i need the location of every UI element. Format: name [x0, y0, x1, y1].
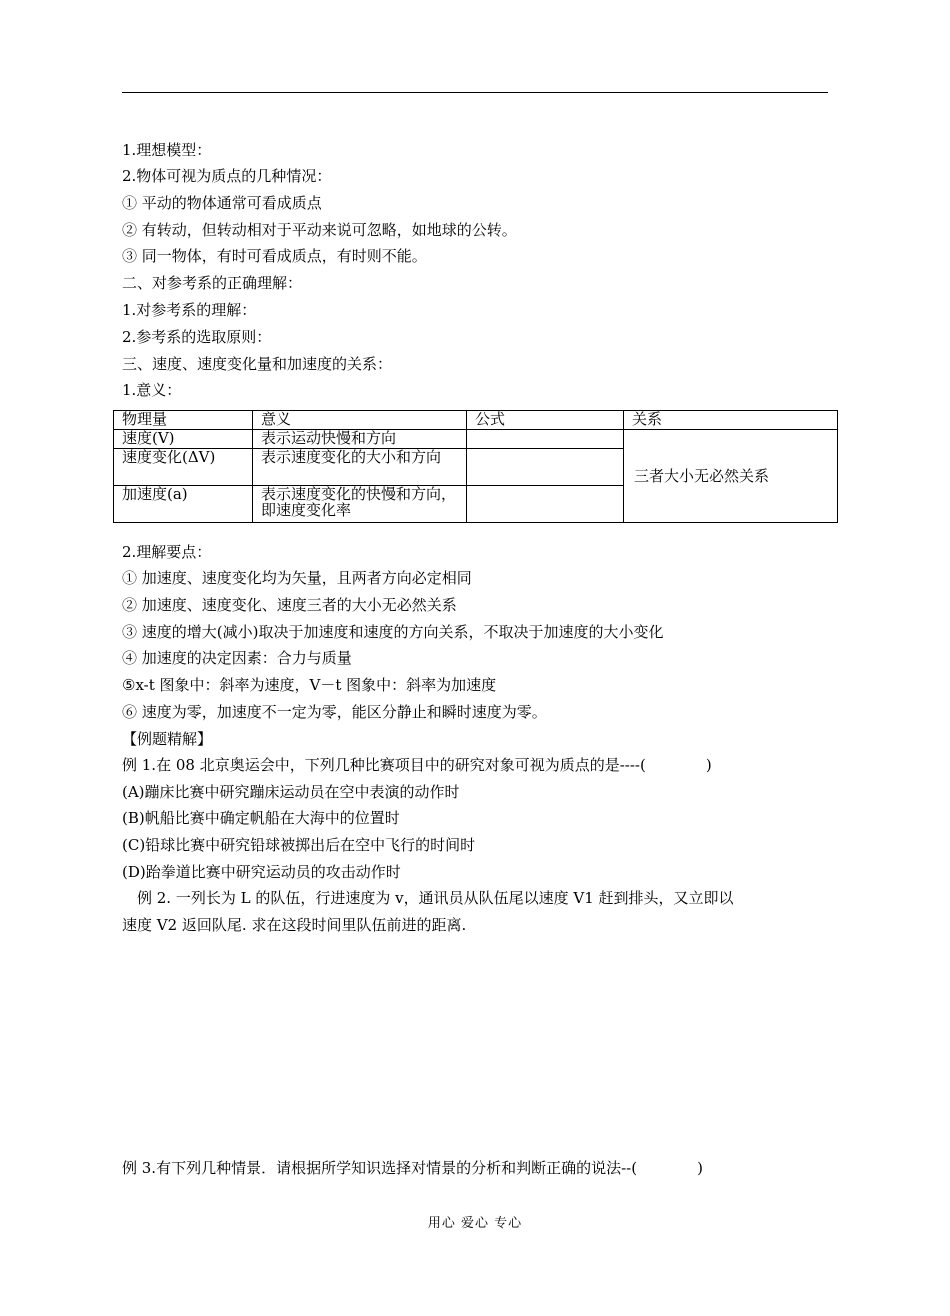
header-rule [122, 92, 828, 93]
table-header-cell: 意义 [253, 411, 467, 430]
table-cell: 表示速度变化的快慢和方向，即速度变化率 [253, 486, 467, 523]
table-cell [467, 486, 624, 523]
text-line: 2.理解要点： [122, 543, 212, 561]
text-line: ② 有转动，但转动相对于平动来说可忽略，如地球的公转。 [122, 221, 517, 239]
page-footer: 用心 爱心 专心 [427, 1216, 523, 1231]
table-header-cell: 关系 [624, 411, 838, 430]
example-question: 例 3.有下列几种情景．请根据所学知识选择对情景的分析和判断正确的说法--( ) [122, 1159, 703, 1177]
text-line: ② 加速度、速度变化、速度三者的大小无必然关系 [122, 596, 457, 614]
table-row [114, 430, 838, 449]
text-line: 1.理想模型： [122, 141, 212, 159]
table-header-row [114, 411, 838, 430]
example-question: 例 2. 一列长为 L 的队伍，行进速度为 v，通讯员从队伍尾以速度 V1 赶到排头，又立即以 [122, 889, 734, 907]
text-line: ⑤x-t 图象中：斜率为速度，V－t 图象中：斜率为加速度 [122, 676, 497, 694]
text-line: ① 加速度、速度变化均为矢量，且两者方向必定相同 [122, 569, 472, 587]
text-line: ③ 速度的增大(减小)取决于加速度和速度的方向关系，不取决于加速度的大小变化 [122, 623, 664, 641]
relation-table [113, 410, 838, 523]
text-line: 1.对参考系的理解： [122, 301, 257, 319]
text-line: 1.意义： [122, 381, 182, 399]
example-question: 速度 V2 返回队尾. 求在这段时间里队伍前进的距离. [122, 916, 467, 934]
table-cell: 加速度(a) [114, 486, 253, 523]
table-cell [467, 449, 624, 486]
section-heading: 【例题精解】 [122, 730, 213, 748]
table-cell: 表示速度变化的大小和方向 [253, 449, 467, 486]
example-question: 例 1.在 08 北京奥运会中，下列几种比赛项目中的研究对象可视为质点的是----( ) [122, 756, 712, 774]
answer-option: (A)蹦床比赛中研究蹦床运动员在空中表演的动作时 [122, 783, 460, 801]
answer-option: (C)铅球比赛中研究铅球被掷出后在空中飞行的时间时 [122, 836, 476, 854]
answer-option: (B)帆船比赛中确定帆船在大海中的位置时 [122, 809, 400, 827]
table-cell: 速度变化(ΔV) [114, 449, 253, 486]
relation-cell: 三者大小无必然关系 [624, 430, 838, 523]
text-line: 2.参考系的选取原则： [122, 328, 272, 346]
text-line: ③ 同一物体，有时可看成质点，有时则不能。 [122, 247, 427, 265]
table-cell: 速度(V) [114, 430, 253, 449]
answer-option: (D)跆拳道比赛中研究运动员的攻击动作时 [122, 863, 401, 881]
table-cell: 表示运动快慢和方向 [253, 430, 467, 449]
text-line: ⑥ 速度为零，加速度不一定为零，能区分静止和瞬时速度为零。 [122, 703, 547, 721]
table-header-cell: 公式 [467, 411, 624, 430]
table-cell [467, 430, 624, 449]
text-line: ④ 加速度的决定因素：合力与质量 [122, 649, 352, 667]
table-header-cell: 物理量 [114, 411, 253, 430]
section-heading: 三、速度、速度变化量和加速度的关系： [122, 355, 393, 373]
text-line: ① 平动的物体通常可看成质点 [122, 194, 322, 212]
text-line: 2.物体可视为质点的几种情况： [122, 167, 332, 185]
section-heading: 二、对参考系的正确理解： [122, 274, 303, 292]
